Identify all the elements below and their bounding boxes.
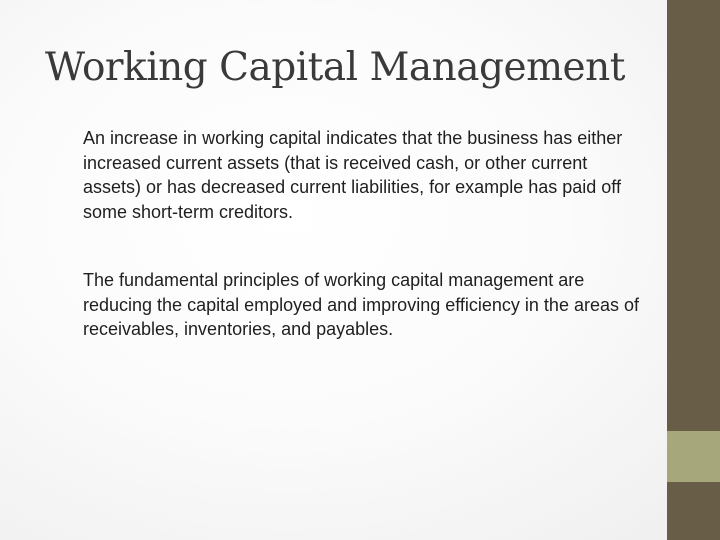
slide-title: Working Capital Management [45, 45, 625, 90]
right-bar-accent-block [667, 431, 720, 482]
slide-body [83, 126, 648, 342]
body-paragraph-2: The fundamental principles of working capital management are reducing the capital employed and improving efficiency in the areas of receivables, inventories, and payables. [83, 270, 639, 339]
body-paragraph-1: An increase in working capital indicates that the business has either increased current assets (that is received cash, or other current assets) or has decreased current liabilities, for example has paid off some short-term creditors. [83, 128, 623, 222]
